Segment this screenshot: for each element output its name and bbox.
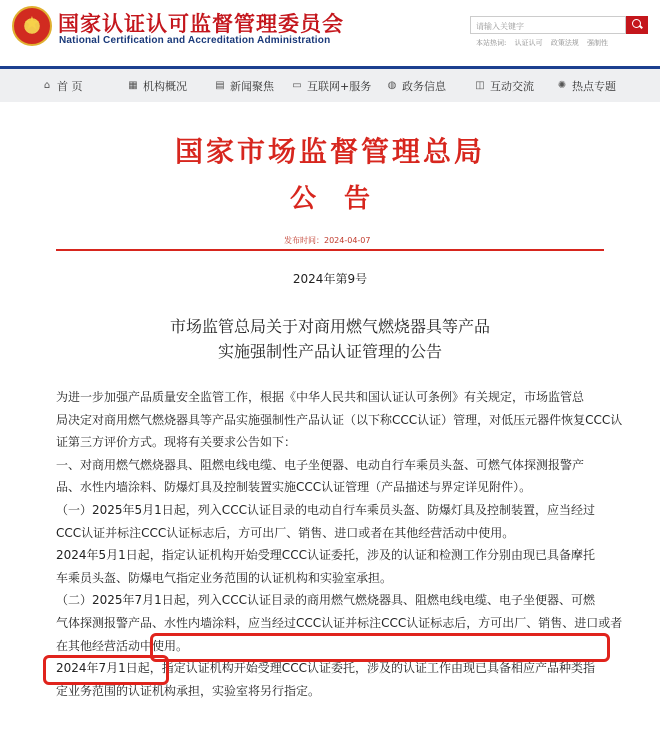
nav-item-label: 互联网+服务 [307,79,372,93]
document-heading: 公告 [289,184,398,214]
nav-item-about[interactable] [128,78,187,94]
topic-icon: ✺ [557,79,567,91]
body-line: 车乘员头盔、防爆电气指定业务范围的认证机构和实验室承担。 [56,570,393,585]
monitor-icon: ▭ [292,79,302,91]
hot-word-link[interactable]: 政策法规 [550,39,579,47]
body-line: 定业务范围的认证机构承担，实验室将另行指定。 [56,683,321,698]
info-icon: ◍ [387,79,397,91]
hot-search-words [476,38,614,48]
search-button[interactable] [626,16,648,34]
site-subtitle: National Certification and Accreditation Administration [59,35,331,46]
body-line: 2024年7月1日起，指定认证机构开始受理CCC认证委托，涉及的认证工作由现已具备相应产品种类指 [56,661,595,676]
document-title [0,314,660,364]
main-nav [0,66,660,102]
body-line: CCC认证并标注CCC认证标志后，方可出厂、销售、进口或者在其他经营活动中使用。 [56,525,515,540]
hot-word-link[interactable]: 强制性 [587,39,609,47]
nav-item-label: 热点专题 [572,79,616,93]
nav-item-label: 政务信息 [402,79,446,93]
nav-item-topics[interactable] [557,78,616,94]
highlight-box [43,655,169,685]
highlight-box [150,633,610,662]
search-input[interactable]: 请输入关键字 [470,16,626,34]
body-line: 气体探测报警产品、水性内墙涂料，应当经过CCC认证并标注CCC认证标志后，方可出厂、销售、进口或者 [56,615,623,630]
red-divider [56,249,604,251]
body-line: 为进一步加强产品质量安全监管工作，根据《中华人民共和国认证认可条例》有关规定，市场监管总 [56,390,585,404]
body-line: 证第三方评价方式。现将有关要求公告如下： [56,435,297,450]
issuing-agency: 国家市场监督管理总局 [174,135,485,168]
body-line: 在其他经营活动中使用。 [56,638,189,653]
hot-search-label: 本站热词: [476,39,507,47]
body-line: 局决定对商用燃气燃烧器具等产品实施强制性产品认证（以下称CCC认证）管理，对低压元器件恢复CCC认 [56,412,623,427]
nav-item-label: 首 页 [57,79,83,93]
nav-item-home[interactable] [42,78,83,94]
body-line: （二）2025年7月1日起，列入CCC认证目录的商用燃气燃烧器具、阻燃电线电缆、电子坐便器、可燃 [56,593,595,608]
nav-item-news[interactable] [215,78,274,94]
hot-word-link[interactable]: 认证认可 [514,39,543,47]
body-line: 2024年5月1日起，指定认证机构开始受理CCC认证委托，涉及的认证和检测工作分别由现已具备摩托 [56,548,595,563]
site-header [0,0,660,66]
title-line: 市场监管总局关于对商用燃气燃烧器具等产品 [169,317,490,336]
chat-icon: ◫ [475,79,485,91]
body-line: 一、对商用燃气燃烧器具、阻燃电线电缆、电子坐便器、电动自行车乘员头盔、可燃气体探测报警产 [56,457,585,472]
document-number: 2024年第9号 [292,272,368,286]
building-icon: ▦ [128,79,138,91]
nav-item-label: 新闻聚焦 [230,79,274,93]
body-line: 品、水性内墙涂料、防爆灯具及控制装置实施CCC认证管理（产品描述与界定详见附件）。 [56,480,532,495]
publish-date: 发布时间：2024-04-07 [284,236,371,245]
nav-item-interaction[interactable] [475,78,534,94]
news-icon: ▤ [215,79,225,91]
national-emblem-logo [12,6,52,46]
nav-item-gov-info[interactable] [387,78,446,94]
body-line: （一）2025年5月1日起，列入CCC认证目录的电动自行车乘员头盔、防爆灯具及控制装置，应当经过 [56,502,595,517]
nav-item-label: 机构概况 [143,79,187,93]
nav-item-label: 互动交流 [490,79,534,93]
title-line: 实施强制性产品认证管理的公告 [217,342,442,361]
site-title: 国家认证认可监督管理委员会 [58,12,344,36]
nav-item-services[interactable] [292,78,371,94]
home-icon: ⌂ [43,79,51,91]
